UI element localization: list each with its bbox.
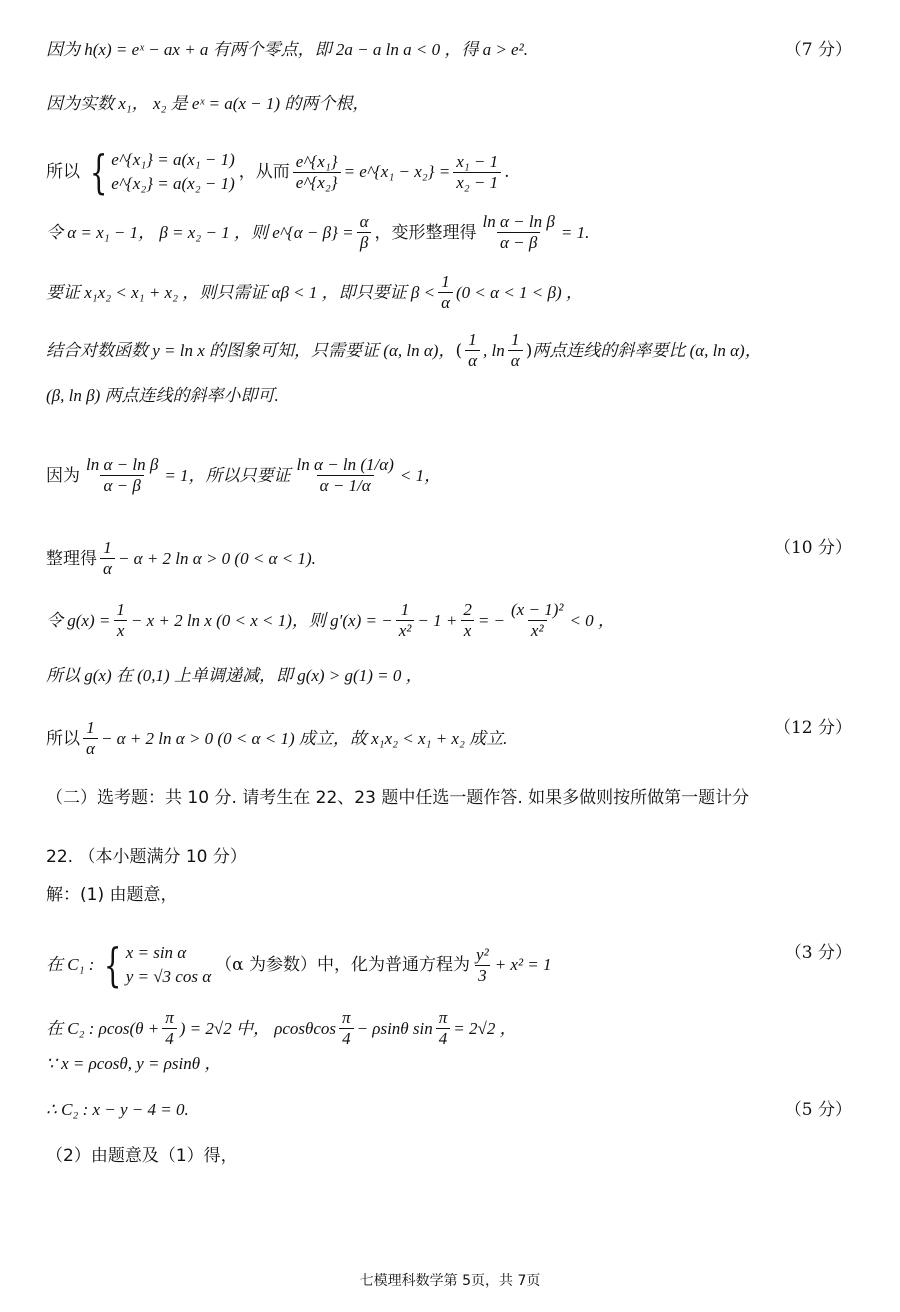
solution-line-2	[46, 92, 852, 116]
solution-text: − x + 2 ln x (0 < x < 1)，则 g′(x) = −	[130, 610, 393, 630]
solution-line-7	[46, 384, 852, 408]
solution-text: (0 < α < 1 < β) ，	[456, 282, 583, 302]
fraction: $\frac{\text{ln α − ln β}}{\alpha - \beta}$	[86, 455, 159, 495]
solution-text: = 1，所以只要证	[164, 465, 291, 485]
fraction: $\frac{\pi}{4}$	[339, 1008, 354, 1049]
solution-text: 因为 h(x) = eˣ − ax + a 有两个零点，即 2a − a ln a < 0 ，得 a > e².	[46, 40, 528, 59]
solution-text: < 1，	[399, 465, 442, 485]
solution-line-16	[46, 938, 852, 992]
solution-text: 因为实数 x₁， x₂ 是 eˣ = a(x − 1) 的两个根，	[46, 94, 370, 113]
solution-text: < 0 ，	[569, 610, 615, 630]
solution-line-11	[46, 664, 852, 688]
score-mark: （10 分）	[773, 538, 852, 558]
solution-text: − 1 +	[417, 610, 458, 630]
solution-text: ∴ C₂ : x − y − 4 = 0.	[46, 1100, 189, 1119]
equation-system: { x = sin α y = √3 cos α	[104, 938, 212, 992]
score-mark: （12 分）	[773, 718, 852, 738]
solution-text: 解：(1) 由题意，	[46, 885, 178, 905]
solution-line-15	[46, 883, 852, 907]
solution-text: ，变形整理得	[374, 222, 477, 243]
fraction: $\frac{2}{x}$	[460, 600, 475, 641]
solution-text: − α + 2 ln α > 0 (0 < α < 1).	[117, 548, 316, 568]
solution-line-6: 结合对数函数 y = ln x 的图象可知，只需要证 (α, ln α)， ( $\frac{1}{\alpha}$ , ln $\frac{1}{\alpha}$ ) 两点连线的斜率要比 (α, ln α)，	[46, 330, 762, 370]
solution-line-1	[46, 38, 852, 62]
fraction: $\frac{1}{\alpha}$	[438, 272, 453, 313]
solution-line-4	[46, 212, 852, 253]
solution-line-9	[46, 538, 852, 579]
solution-text: 22. （本小题满分 10 分）	[46, 847, 247, 867]
solution-text: （α 为参数）中，化为普通方程为	[215, 955, 471, 975]
solution-text: (β, ln β) 两点连线的斜率小即可.	[46, 386, 279, 405]
solution-text: 令 α = x₁ − 1， β = x₂ − 1 ，则 e^{α − β} =	[46, 222, 354, 242]
fraction: $\frac{1}{\alpha}$	[465, 330, 480, 371]
fraction: $\frac{\alpha}{\beta}$	[357, 212, 372, 253]
fraction: $\frac{\text{e\textasciicircum{}\{x₁\}}}{\text{e\textasciicircum{}\{x₂\}}}$	[293, 152, 341, 193]
solution-line-10	[46, 600, 852, 641]
solution-text: ) = 2√2 中， ρcosθcos	[179, 1018, 337, 1038]
system-row: e^{x₁} = a(x₁ − 1)	[111, 150, 235, 169]
solution-text: = 1.	[560, 222, 590, 242]
solution-text: （二）选考题：共 10 分. 请考生在 22、23 题中任选一题作答. 如果多做则按所做第一题计分	[46, 788, 750, 808]
question-heading	[46, 845, 852, 869]
fraction: $\frac{\pi}{4}$	[436, 1008, 451, 1049]
fraction: $\frac{\text{x₁ − 1}}{\text{x₂ − 1}}$	[453, 152, 501, 193]
solution-text: = 2√2 ，	[453, 1018, 517, 1038]
solution-line-18	[46, 1052, 852, 1076]
solution-text: 要证 x₁x₂ < x₁ + x₂ ，则只需证 αβ < 1 ，即只要证 β <	[46, 282, 436, 302]
solution-text: 在 C₁ :	[46, 955, 95, 974]
solution-text: 结合对数函数 y = ln x 的图象可知，只需要证 (α, ln α)，	[46, 340, 456, 360]
solution-line-3	[46, 145, 852, 199]
fraction: $\frac{1}{\alpha}$	[508, 330, 523, 371]
solution-text: = e^{x₁ − x₂} =	[343, 162, 451, 181]
solution-text: + x² = 1	[494, 955, 552, 974]
fraction: $\frac{\pi}{4}$	[162, 1008, 177, 1049]
solution-line-20	[46, 1144, 852, 1168]
system-row: x = sin α	[125, 943, 187, 962]
fraction: $\frac{\text{(x − 1)²}}{\text{x²}}$	[511, 600, 564, 640]
solution-text: , ln	[483, 340, 505, 360]
fraction: $\frac{\text{ln α − ln (1/α)}}{\alpha - 1/\alpha}$	[296, 455, 394, 495]
solution-text: − α + 2 ln α > 0 (0 < α < 1) 成立，故 x₁x₂ < x₁ + x₂ 成立.	[100, 728, 508, 748]
solution-text: 整理得	[46, 548, 97, 569]
fraction: $\frac{\text{ln α − ln β}}{\alpha - \beta}$	[482, 212, 555, 252]
solution-text: 所以	[46, 728, 80, 749]
fraction: $\frac{\text{y²}}{3}$	[476, 944, 489, 985]
fraction: $\frac{1}{\text{x²}}$	[396, 600, 415, 641]
system-row: e^{x₂} = a(x₂ − 1)	[111, 174, 235, 193]
solution-text: − ρsinθ sin	[356, 1018, 433, 1038]
score-mark: （5 分）	[784, 1100, 852, 1120]
solution-text: 所以	[46, 162, 80, 182]
score-mark: （7 分）	[784, 40, 852, 60]
solution-text: 令 g(x) =	[46, 610, 111, 630]
fraction: $\frac{1}{x}$	[113, 600, 128, 641]
fraction: $\frac{1}{\alpha}$	[83, 718, 98, 759]
score-mark: （3 分）	[784, 943, 852, 963]
solution-line-19	[46, 1098, 852, 1122]
equation-system: { e^{x₁} = a(x₁ − 1) e^{x₂} = a(x₂ − 1)	[89, 145, 235, 199]
solution-line-12	[46, 718, 852, 759]
solution-text: 所以 g(x) 在 (0,1) 上单调递减，即 g(x) > g(1) = 0 ，	[46, 666, 423, 685]
fraction: $\frac{1}{\alpha}$	[100, 538, 115, 579]
solution-text: 因为	[46, 465, 80, 486]
section-heading	[46, 786, 852, 810]
solution-text: ，从而	[238, 162, 290, 182]
solution-text: 两点连线的斜率要比 (α, ln α)，	[532, 340, 762, 360]
page-footer: 七模理科数学第 5页，共 7页	[359, 1273, 541, 1289]
solution-text: .	[504, 162, 510, 182]
solution-text: = −	[477, 610, 506, 630]
solution-text: ∵ x = ρcosθ, y = ρsinθ ，	[46, 1054, 222, 1073]
solution-line-8	[46, 455, 852, 496]
solution-line-17	[46, 1008, 852, 1049]
solution-text: （2）由题意及（1）得，	[46, 1146, 238, 1166]
system-row: y = √3 cos α	[125, 967, 212, 986]
solution-line-5	[46, 272, 852, 313]
solution-text: 在 C₂ : ρcos(θ +	[46, 1018, 160, 1038]
